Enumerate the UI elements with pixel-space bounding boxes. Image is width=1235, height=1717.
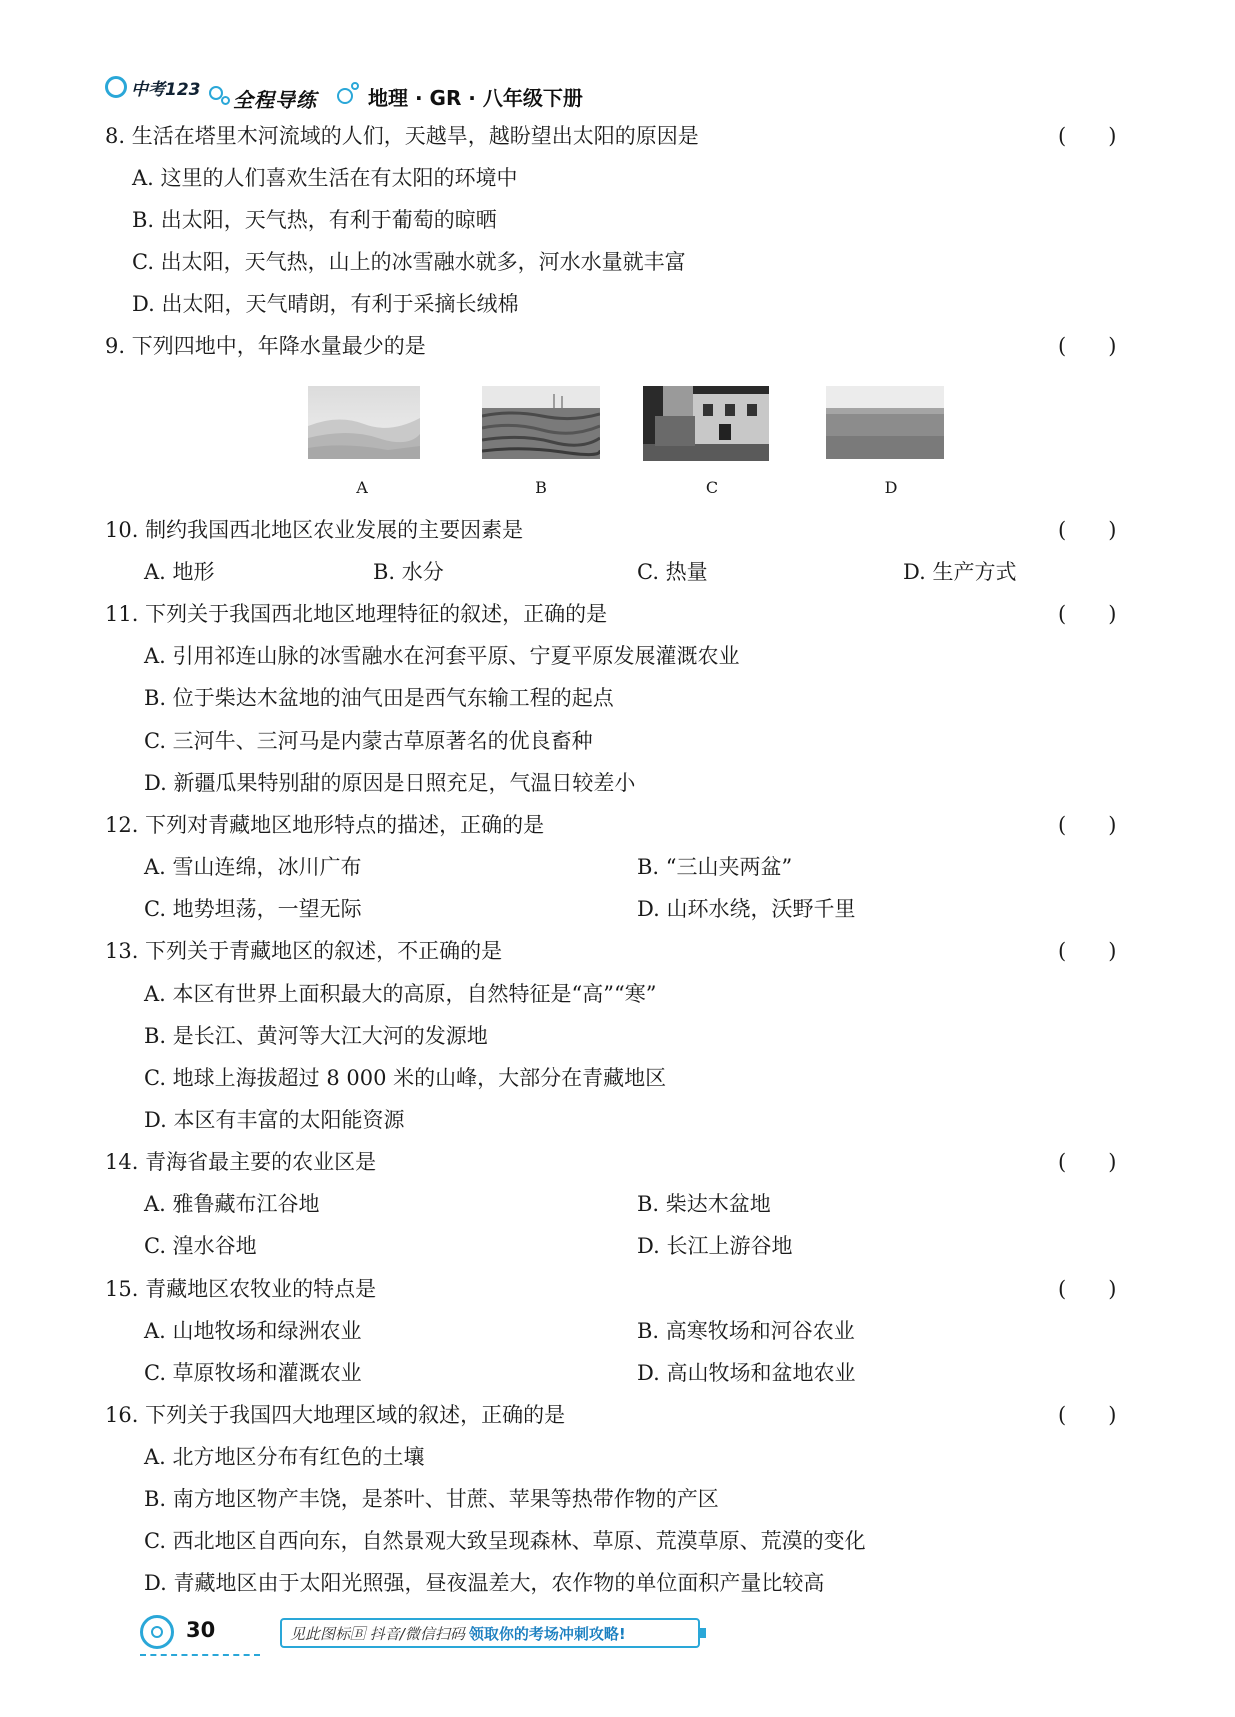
scan-hint: 见此图标🄱 抖音/微信扫码: [290, 1624, 465, 1643]
grassland-photo: [826, 386, 944, 459]
option-c: C. 热量: [637, 560, 708, 584]
logo-ring-icon: [105, 76, 127, 98]
answer-parentheses: ( ): [1058, 1403, 1117, 1427]
option-d: D. 出太阳，天气晴朗，有利于采摘长绒棉: [132, 292, 519, 316]
bubble-icon: [351, 82, 359, 90]
option-a: A. 这里的人们喜欢生活在有太阳的环境中: [132, 166, 518, 190]
option-a: A. 引用祁连山脉的冰雪融水在河套平原、宁夏平原发展灌溉农业: [144, 644, 740, 668]
question-stem: 9. 下列四地中，年降水量最少的是: [105, 334, 426, 358]
option-d: D. 长江上游谷地: [637, 1234, 793, 1258]
option-b: B. 出太阳，天气热，有利于葡萄的晾晒: [132, 208, 497, 232]
page-ring-icon: [140, 1615, 174, 1649]
answer-parentheses: ( ): [1058, 1277, 1117, 1301]
question-stem: 10. 制约我国西北地区农业发展的主要因素是: [105, 518, 524, 542]
question-stem: 8. 生活在塔里木河流域的人们，天越旱，越盼望出太阳的原因是: [105, 124, 699, 148]
option-c: C. 湟水谷地: [144, 1234, 257, 1258]
publisher-logo: [105, 70, 201, 104]
option-a: A. 地形: [144, 560, 215, 584]
option-d: D. 青藏地区由于太阳光照强，昼夜温差大，农作物的单位面积产量比较高: [144, 1571, 825, 1595]
option-b: B. “三山夹两盆”: [637, 855, 793, 879]
option-a: A. 山地牧场和绿洲农业: [144, 1319, 362, 1343]
desert-photo: [308, 386, 420, 459]
answer-parentheses: ( ): [1058, 124, 1117, 148]
subject-title: 地理 · GR · 八年级下册: [368, 86, 583, 110]
photo-label-b: B: [535, 478, 547, 497]
option-a: A. 北方地区分布有红色的土壤: [144, 1445, 425, 1469]
logo-text: 中考123: [131, 79, 201, 100]
page-number: 30: [186, 1618, 216, 1642]
answer-parentheses: ( ): [1058, 813, 1117, 837]
question-stem: 12. 下列对青藏地区地形特点的描述，正确的是: [105, 813, 545, 837]
banner-tab: [700, 1628, 706, 1638]
question-stem: 16. 下列关于我国四大地理区域的叙述，正确的是: [105, 1403, 566, 1427]
photo-label-c: C: [705, 478, 719, 497]
photo-label-a: A: [356, 478, 368, 497]
option-c: C. 地势坦荡，一望无际: [144, 897, 362, 921]
promo-banner: [280, 1618, 700, 1648]
photo-label-d: D: [884, 478, 898, 497]
option-b: B. 南方地区物产丰饶，是茶叶、甘蔗、苹果等热带作物的产区: [144, 1487, 719, 1511]
option-a: A. 本区有世界上面积最大的高原，自然特征是“高”“寒”: [144, 982, 657, 1006]
brand-title: 全程导练: [233, 88, 317, 112]
option-d: D. 新疆瓜果特别甜的原因是日照充足，气温日较差小: [144, 771, 636, 795]
loess-plateau-photo: [482, 386, 600, 459]
question-stem: 13. 下列关于青藏地区的叙述，不正确的是: [105, 939, 503, 963]
promo-text: 领取你的考场冲刺攻略!: [468, 1624, 626, 1643]
option-b: B. 柴达木盆地: [637, 1192, 771, 1216]
page-footer: [140, 1610, 740, 1654]
option-c: C. 出太阳，天气热，山上的冰雪融水就多，河水水量就丰富: [132, 250, 686, 274]
answer-parentheses: ( ): [1058, 518, 1117, 542]
answer-parentheses: ( ): [1058, 939, 1117, 963]
answer-parentheses: ( ): [1058, 334, 1117, 358]
option-d: D. 高山牧场和盆地农业: [637, 1361, 856, 1385]
option-c: C. 草原牧场和灌溉农业: [144, 1361, 362, 1385]
question-stem: 14. 青海省最主要的农业区是: [105, 1150, 377, 1174]
option-c: C. 西北地区自西向东，自然景观大致呈现森林、草原、荒漠草原、荒漠的变化: [144, 1529, 866, 1553]
option-c: C. 三河牛、三河马是内蒙古草原著名的优良畜种: [144, 729, 593, 753]
bubble-icon: [337, 88, 353, 104]
question-stem: 15. 青藏地区农牧业的特点是: [105, 1277, 377, 1301]
option-d: D. 山环水绕，沃野千里: [637, 897, 856, 921]
answer-parentheses: ( ): [1058, 602, 1117, 626]
option-b: B. 高寒牧场和河谷农业: [637, 1319, 855, 1343]
option-a: A. 雪山连绵，冰川广布: [144, 855, 362, 879]
option-a: A. 雅鲁藏布江谷地: [144, 1192, 320, 1216]
option-d: D. 本区有丰富的太阳能资源: [144, 1108, 405, 1132]
water-town-photo: [643, 386, 769, 461]
question-stem: 11. 下列关于我国西北地区地理特征的叙述，正确的是: [105, 602, 608, 626]
footer-divider: [140, 1654, 260, 1656]
option-c: C. 地球上海拔超过 8 000 米的山峰，大部分在青藏地区: [144, 1066, 667, 1090]
answer-parentheses: ( ): [1058, 1150, 1117, 1174]
bubble-icon: [221, 96, 230, 105]
option-b: B. 位于柴达木盆地的油气田是西气东输工程的起点: [144, 686, 614, 710]
option-d: D. 生产方式: [903, 560, 1017, 584]
option-b: B. 水分: [373, 560, 444, 584]
option-b: B. 是长江、黄河等大江大河的发源地: [144, 1024, 488, 1048]
page-header: [105, 70, 805, 110]
